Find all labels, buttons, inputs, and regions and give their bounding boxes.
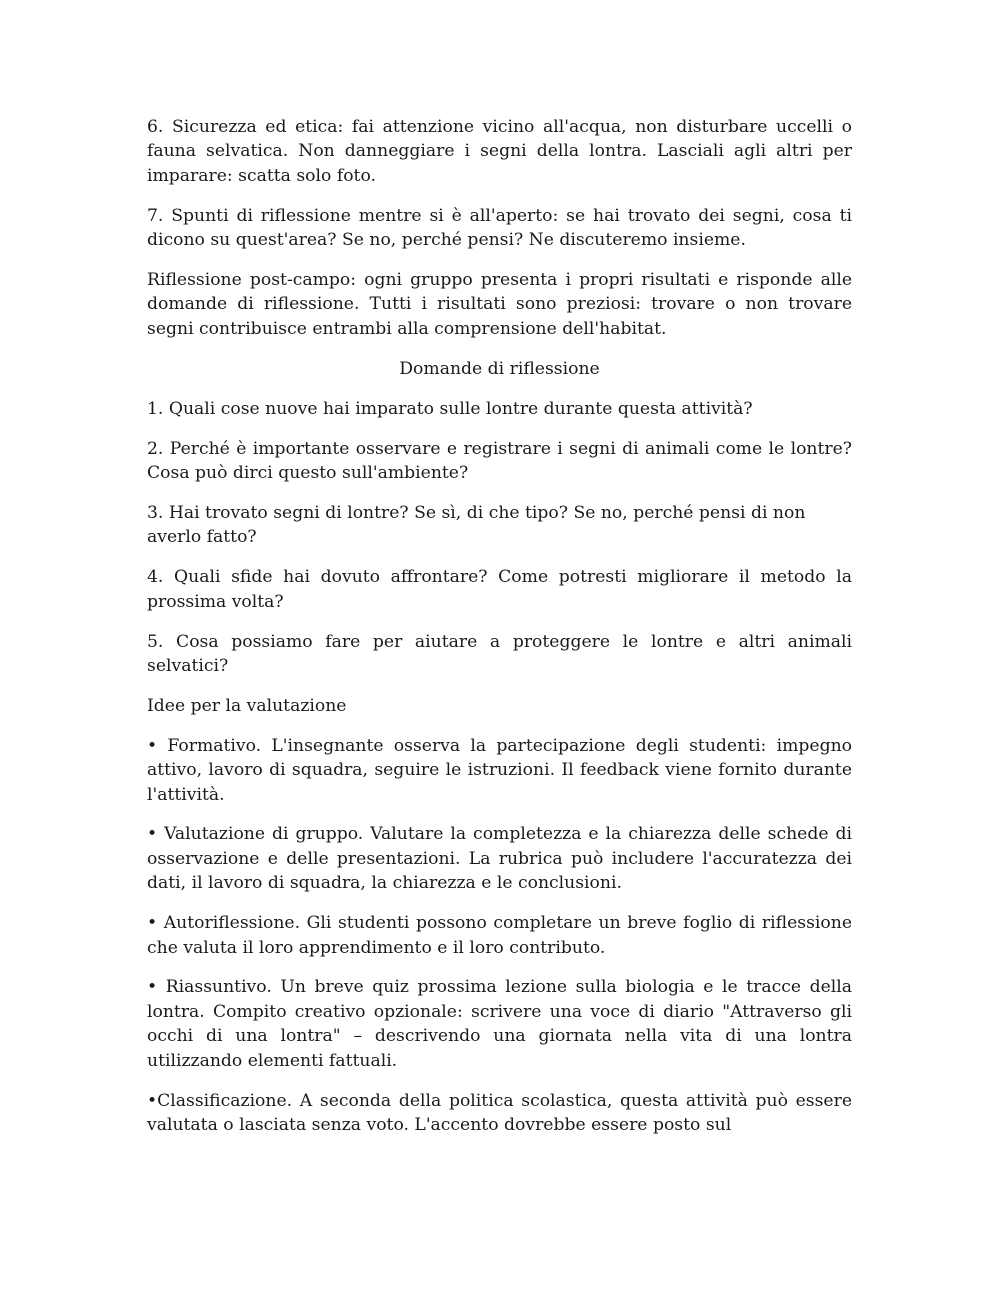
assessment-item-summative: • Riassuntivo. Un breve quiz prossima lezione sulla biologia e le tracce della lontra. Compito creativo opzionale: scrivere una voce di diario "Attraverso gli occhi di una lontra" – descrivendo una giornata nella vita di una lontra utilizzando elementi fattuali. (147, 977, 852, 1071)
reflection-question: 2. Perché è importante osservare e registrare i segni di animali come le lontre? Cosa può dirci questo sull'ambiente? (147, 438, 852, 483)
reflection-question: 3. Hai trovato segni di lontre? Se sì, di che tipo? Se no, perché pensi di non averlo fatto? (147, 502, 806, 548)
paragraph-reflection-prompts: 7. Spunti di riflessione mentre si è all'aperto: se hai trovato dei segni, cosa ti dicono su quest'area? Se no, perché pensi? Ne discuteremo insieme. (147, 205, 852, 251)
reflection-question: 1. Quali cose nuove hai imparato sulle lontre durante questa attività? (147, 398, 753, 419)
assessment-item-group: • Valutazione di gruppo. Valutare la completezza e la chiarezza delle schede di osservazione e delle presentazioni. La rubrica può includere l'accuratezza dei dati, il lavoro di squadra, la chiarezza e le conclusioni. (147, 824, 852, 894)
assessment-ideas-heading: Idee per la valutazione (147, 695, 347, 716)
assessment-item-formative: • Formativo. L'insegnante osserva la partecipazione degli studenti: impegno attivo, lavoro di squadra, seguire le istruzioni. Il feedback viene fornito durante l'attività. (147, 735, 852, 805)
reflection-questions-heading: Domande di riflessione (399, 358, 600, 379)
assessment-item-self-reflection: • Autoriflessione. Gli studenti possono completare un breve foglio di riflessione che valuta il loro apprendimento e il loro contributo. (147, 913, 852, 958)
reflection-question: 5. Cosa possiamo fare per aiutare a proteggere le lontre e altri animali selvatici? (147, 631, 852, 676)
document-page (147, 115, 852, 1153)
paragraph-post-field-reflection: Riflessione post-campo: ogni gruppo presenta i propri risultati e risponde alle domande di riflessione. Tutti i risultati sono preziosi: trovare o non trovare segni contribuisce entrambi alla comprensione dell'habitat. (147, 270, 852, 339)
paragraph-safety-ethics: 6. Sicurezza ed etica: fai attenzione vicino all'acqua, non disturbare uccelli o fauna selvatica. Non danneggiare i segni della lontra. Lasciali agli altri per imparare: scatta solo foto. (147, 117, 852, 186)
assessment-item-grading: •Classificazione. A seconda della politica scolastica, questa attività può essere valutata o lasciata senza voto. L'accento dovrebbe essere posto sul (147, 1090, 852, 1135)
reflection-question: 4. Quali sfide hai dovuto affrontare? Come potresti migliorare il metodo la prossima volta? (147, 567, 852, 612)
